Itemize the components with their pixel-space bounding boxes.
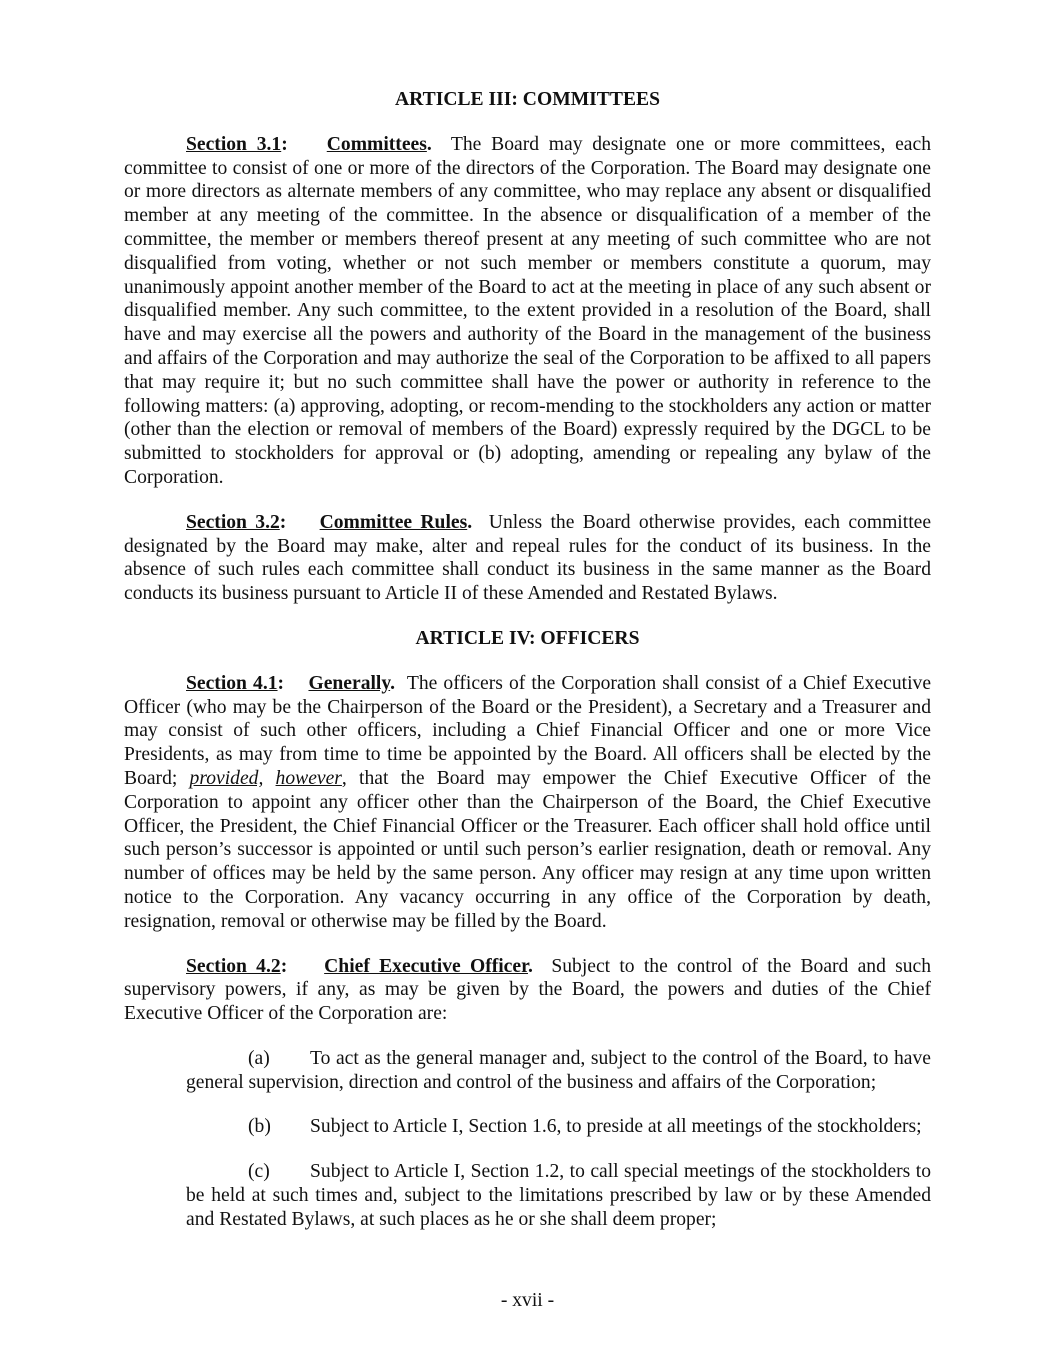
section-4-1-body-a: The officers of the Corporation shall consist of a Chief Executive Officer (who may be the Chairperson of the Board or the President), a Secretary and a Treasurer and may consist of such other officers, including a Chief Financial Officer and one or more Vice Presidents, as may from time to time be appointed by the Board. All officers shall be elected by the Board; <box>124 672 932 789</box>
however-term: however <box>275 767 342 789</box>
list-item <box>186 1160 931 1231</box>
section-3-1-title: Committees <box>326 133 427 155</box>
list-item-text: To act as the general manager and, subject to the control of the Board, to have general supervision, direction and control of the business and affairs of the Corporation; <box>186 1047 931 1093</box>
list-item-text: Subject to Article I, Section 1.6, to preside at all meetings of the stockholders; <box>310 1116 922 1138</box>
section-3-2: Section 3.2: Committee Rules. Unless the Board otherwise provides, each committee designated by the Board may make, alter and repeal rules for the conduct of its business. In the absence of such rules each committee shall conduct its business in the same manner as the Board conducts its business pursuant to Article II of these Amended and Restated Bylaws. <box>124 511 932 605</box>
list-item <box>186 1115 931 1139</box>
list-item-label: (c) <box>248 1161 270 1183</box>
list-item-text: Subject to Article I, Section 1.2, to call special meetings of the stockholders to be held at such times and, subject to the limitations prescribed by law or by these Amended and Restated Bylaws, at such places as he or she shall deem proper; <box>186 1161 931 1230</box>
section-4-2: Section 4.2: Chief Executive Officer. Subject to the control of the Board and such supervisory powers, if any, as may be given by the Board, the powers and duties of the Chief Executive Officer of the Corporation are: <box>124 955 932 1025</box>
article-4-heading: ARTICLE IV: OFFICERS <box>415 627 640 649</box>
article-3-heading: ARTICLE III: COMMITTEES <box>395 89 660 110</box>
section-4-1-title: Generally <box>308 672 391 694</box>
section-4-2-body: Subject to the control of the Board and such supervisory powers, if any, as may be given by the Board, the powers and duties of the Chief Executive Officer of the Corporation are: <box>124 955 932 1025</box>
section-4-1-body-b: , that the Board may empower the Chief Executive Officer of the Corporation to appoint any officer other than the Chairperson of the Board, the Chief Executive Officer, the President, the Chief Financial Officer or the Treasurer. Each officer shall hold office until such person’s successor is appointed or until such person’s earlier resignation, death or removal. Any number of offices may be held by the same person. Any officer may resign at any time upon written notice to the Corporation. Any vacancy occurring in any office of the Corporation by death, resignation, removal or otherwise may be filled by the Board. <box>124 767 931 932</box>
provided-term: provided, <box>189 767 264 789</box>
list-item-label: (a) <box>248 1047 270 1069</box>
section-3-1-body: The Board may designate one or more committees, each committee to consist of one or more of the directors of the Corporation. The Board may designate one or more directors as alternate members of any committee, who may replace any absent or disqualified member at any meeting of the committee. In the absence or disqualification of a member of the committee, the member or members thereof present at any meeting of such committee who are not disqualified from voting, whether or not such member or members constitute a quorum, may unanimously appoint another member of the Board to act at the meeting in place of any such absent or disqualified member. Any such committee, to the extent provided in a resolution of the Board, shall have and may exercise all the powers and authority of the Board in the management of the business and affairs of the Corporation and may authorize the seal of the Corporation to be affixed to all papers that may require it; but no such committee shall have the power or authority in reference to the following matters: (a) approving, adopting, or recom-mending to the stockholders any action or matter (other than the election or removal of members of the Board) expressly required by the DGCL to be submitted to stockholders for approval or (b) adopting, amending or repealing any bylaw of the Corporation. <box>124 133 931 488</box>
section-3-1: Section 3.1: Committees. The Board may designate one or more committees, each committee to consist of one or more of the directors of the Corporation. The Board may designate one or more directors as alternate members of any committee, who may replace any absent or disqualified member at any meeting of the committee. In the absence or disqualification of a member of the committee, the member or members thereof present at any meeting of such committee who are not disqualified from voting, whether or not such member or members constitute a quorum, may unanimously appoint another member of the Board to act at the meeting in place of any such absent or disqualified member. Any such committee, to the extent provided in a resolution of the Board, shall have and may exercise all the powers and authority of the Board in the management of the business and affairs of the Corporation and may authorize the seal of the Corporation to be affixed to all papers that may require it; but no such committee shall have the power or authority in reference to the following matters: (a) approving, adopting, or recom-mending to the stockholders any action or matter (other than the election or removal of members of the Board) expressly required by the DGCL to be submitted to stockholders for approval or (b) adopting, amending or repealing any bylaw of the Corporation. <box>124 133 931 488</box>
section-4-2-number: Section 4.2 <box>186 955 281 977</box>
section-4-2-title: Chief Executive Officer <box>324 955 528 977</box>
section-3-1-number: Section 3.1 <box>186 133 282 155</box>
section-3-2-title: Committee Rules <box>319 511 468 533</box>
document-page <box>124 88 931 1253</box>
section-4-1: Section 4.1: Generally. The officers of the Corporation shall consist of a Chief Executive Officer (who may be the Chairperson of the Board or the President), a Secretary and a Treasurer and may consist of such other officers, including a Chief Financial Officer and one or more Vice Presidents, as may from time to time be appointed by the Board. All officers shall be elected by the Board; provided, however, that the Board may empower the Chief Executive Officer of the Corporation to appoint any officer other than the Chairperson of the Board, the Chief Executive Officer, the President, the Chief Financial Officer or the Treasurer. Each officer shall hold office until such person’s successor is appointed or until such person’s earlier resignation, death or removal. Any number of offices may be held by the same person. Any officer may resign at any time upon written notice to the Corporation. Any vacancy occurring in any office of the Corporation by death, resignation, removal or otherwise may be filled by the Board. <box>124 672 932 932</box>
section-3-2-number: Section 3.2 <box>186 511 280 533</box>
list-item <box>186 1047 931 1095</box>
page-number: - xvii - <box>500 1290 555 1311</box>
section-3-2-body: Unless the Board otherwise provides, each committee designated by the Board may make, alter and repeal rules for the conduct of its business. In the absence of such rules each committee shall conduct its business in the same manner as the Board conducts its business pursuant to Article II of these Amended and Restated Bylaws. <box>124 511 932 605</box>
section-4-1-number: Section 4.1 <box>186 672 278 694</box>
list-item-label: (b) <box>248 1116 271 1138</box>
